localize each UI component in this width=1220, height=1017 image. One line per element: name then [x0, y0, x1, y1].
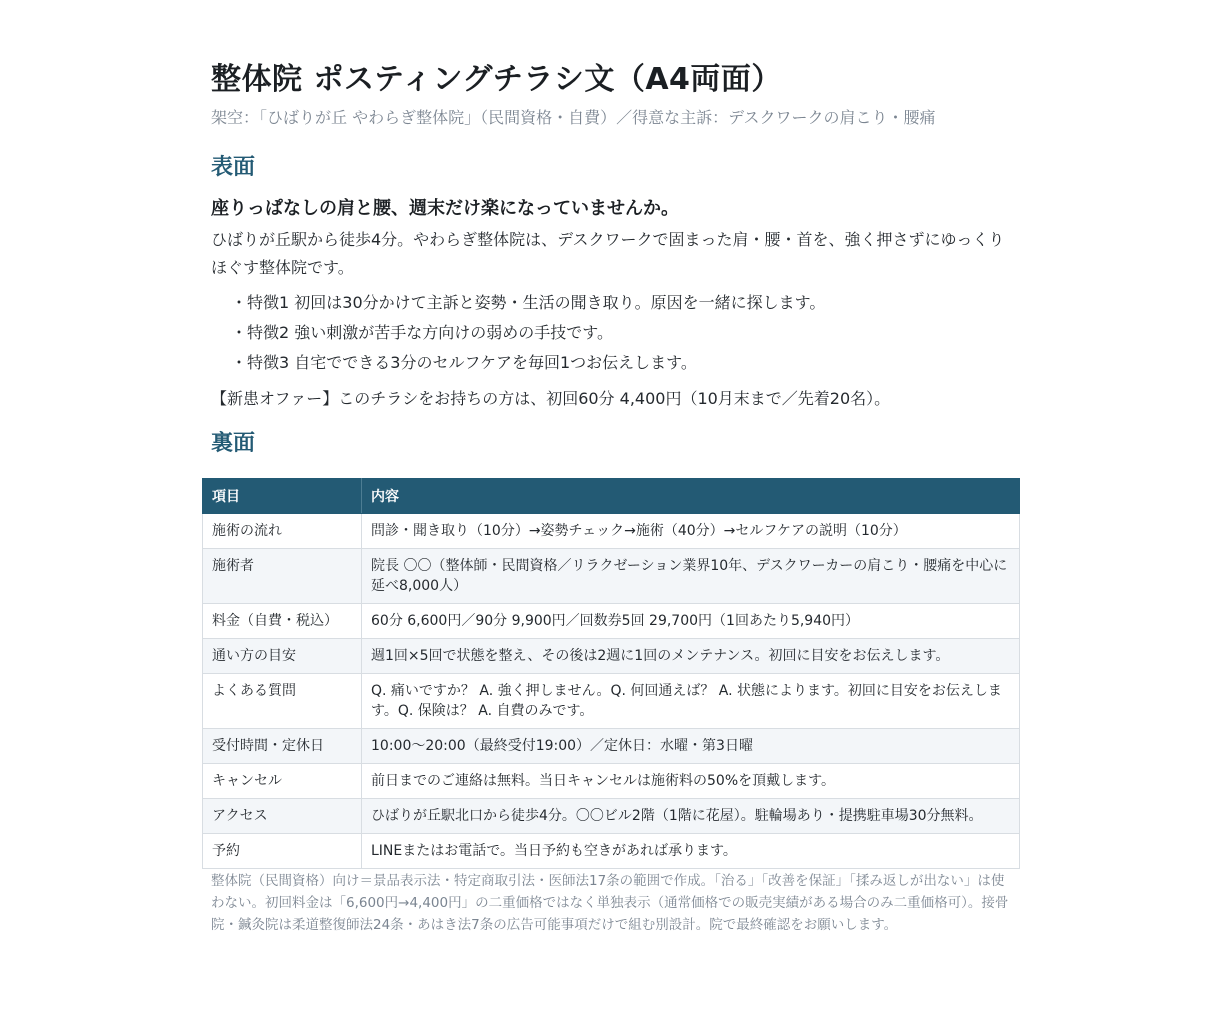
feature-item-1: ・特徴1 初回は30分かけて主訴と姿勢・生活の聞き取り。原因を一緒に探します。	[231, 293, 826, 312]
row-value: 前日までのご連絡は無料。当日キャンセルは施術料の50%を頂戴します。	[362, 764, 1020, 799]
row-label: 料金（自費・税込）	[203, 604, 362, 639]
front-headline: 座りっぱなしの肩と腰、週末だけ楽になっていませんか。	[211, 198, 679, 219]
back-info-table	[202, 478, 1020, 869]
document-title: 整体院 ポスティングチラシ文（A4両面）	[211, 62, 782, 97]
row-value: 院長 〇〇（整体師・民間資格／リラクゼーション業界10年、デスクワーカーの肩こり・腰痛を中心に延べ8,000人）	[362, 549, 1020, 604]
row-label: 施術の流れ	[203, 514, 362, 549]
table-row	[203, 549, 1020, 604]
new-patient-offer: 【新患オファー】このチラシをお持ちの方は、初回60分 4,400円（10月末まで／先着20名）。	[211, 389, 891, 408]
row-label: よくある質問	[203, 674, 362, 729]
table-row	[203, 764, 1020, 799]
table-row	[203, 799, 1020, 834]
column-header-item: 項目	[203, 479, 362, 514]
column-header-content: 内容	[362, 479, 1020, 514]
row-label: アクセス	[203, 799, 362, 834]
row-value: Q. 痛いですか？ A. 強く押しません。Q. 何回通えば？ A. 状態によります。初回に目安をお伝えします。Q. 保険は？ A. 自費のみです。	[362, 674, 1020, 729]
row-value: 60分 6,600円／90分 9,900円／回数券5回 29,700円（1回あたり5,940円）	[362, 604, 1020, 639]
row-value: 問診・聞き取り（10分）→姿勢チェック→施術（40分）→セルフケアの説明（10分）	[362, 514, 1020, 549]
row-value: 週1回×5回で状態を整え、その後は2週に1回のメンテナンス。初回に目安をお伝えします。	[362, 639, 1020, 674]
document-subtitle: 架空：「ひばりが丘 やわらぎ整体院」（民間資格・自費）／得意な主訴：デスクワークの肩こり・腰痛	[211, 108, 936, 127]
front-lead-text: ひばりが丘駅から徒歩4分。やわらぎ整体院は、デスクワークで固まった肩・腰・首を、強く押さずにゆっくりほぐす整体院です。	[211, 230, 1005, 277]
table-row	[203, 674, 1020, 729]
row-value: ひばりが丘駅北口から徒歩4分。〇〇ビル2階（1階に花屋）。駐輪場あり・提携駐車場30分無料。	[362, 799, 1020, 834]
row-value: LINEまたはお電話で。当日予約も空きがあれば承ります。	[362, 834, 1020, 869]
row-label: 受付時間・定休日	[203, 729, 362, 764]
row-value: 10:00〜20:00（最終受付19:00）／定休日：水曜・第3日曜	[362, 729, 1020, 764]
back-side-heading: 裏面	[211, 431, 256, 456]
table-row	[203, 834, 1020, 869]
table-row	[203, 604, 1020, 639]
table-row	[203, 514, 1020, 549]
back-info-table-wrapper	[202, 478, 1019, 869]
table-row	[203, 729, 1020, 764]
table-row	[203, 639, 1020, 674]
row-label: 通い方の目安	[203, 639, 362, 674]
front-side-heading: 表面	[211, 155, 256, 180]
row-label: 予約	[203, 834, 362, 869]
row-label: 施術者	[203, 549, 362, 604]
table-header-row	[203, 479, 1020, 514]
feature-list	[211, 288, 1011, 378]
feature-item-3: ・特徴3 自宅でできる3分のセルフケアを毎回1つお伝えします。	[231, 353, 697, 372]
row-label: キャンセル	[203, 764, 362, 799]
feature-item-2: ・特徴2 強い刺激が苦手な方向けの弱めの手技です。	[231, 323, 613, 342]
document-body	[211, 58, 1011, 460]
compliance-note: 整体院（民間資格）向け＝景品表示法・特定商取引法・医師法17条の範囲で作成。「治る」「改善を保証」「揉み返しが出ない」は使わない。初回料金は「6,600円→4,400円」の二重価格ではなく単独表示（通常価格での販売実績がある場合のみ二重価格可）。接骨院・鍼灸院は柔道整復師法24条・あはき法7条の広告可能事項だけで組む別設計。院で最終確認をお願いします。	[211, 873, 1009, 933]
